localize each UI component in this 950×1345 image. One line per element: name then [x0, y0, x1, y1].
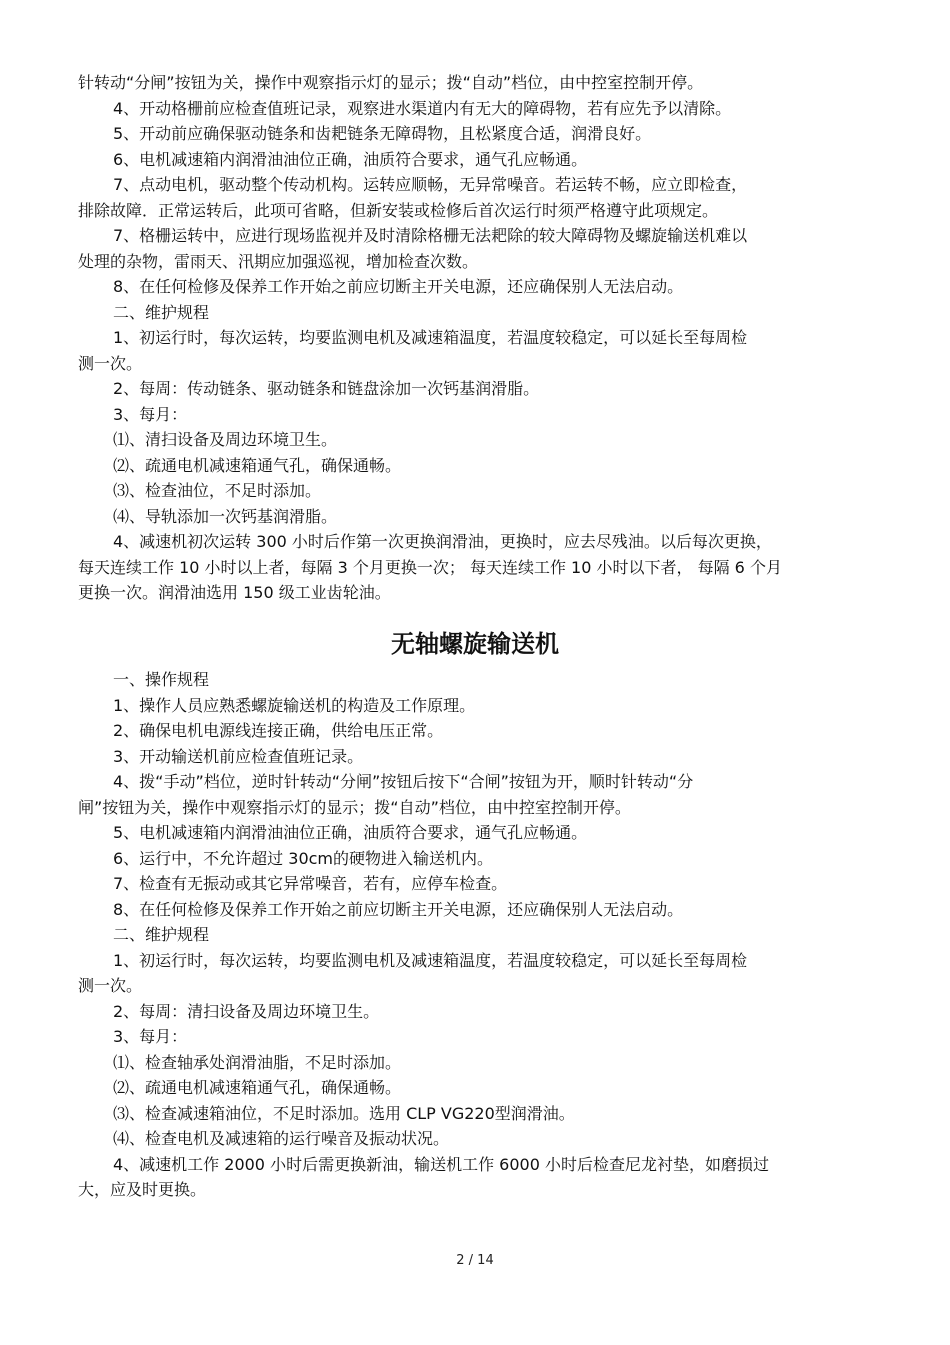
- section-conveyor-text: [78, 667, 878, 1203]
- text-line: 4、减速机初次运转 300 小时后作第一次更换润滑油，更换时，应去尽残油。以后每次更换，: [113, 532, 772, 551]
- page-number: 2 / 14: [456, 1253, 494, 1268]
- text-line: 处理的杂物，雷雨天、汛期应加强巡视，增加检查次数。: [78, 251, 479, 271]
- text-line: 排除故障．正常运转后，此项可省略，但新安装或检修后首次运行时须严格遵守此项规定。: [78, 200, 719, 220]
- text-line: 测一次。: [78, 976, 143, 995]
- text-line: 6、运行中，不允许超过 30cm的硬物进入输送机内。: [113, 848, 494, 868]
- text-line: 8、在任何检修及保养工作开始之前应切断主开关电源，还应确保别人无法启动。: [113, 277, 684, 296]
- text-line: 3、开动输送机前应检查值班记录。: [113, 746, 364, 766]
- text-line: 4、减速机工作 2000 小时后需更换新油，输送机工作 6000 小时后检查尼龙衬垫，如磨损过: [113, 1154, 769, 1174]
- text-line: 5、电机减速箱内润滑油油位正确，油质符合要求，通气孔应畅通。: [113, 823, 588, 842]
- text-line: 7、检查有无振动或其它异常噪音，若有，应停车检查。: [113, 874, 508, 893]
- text-line: 8、在任何检修及保养工作开始之前应切断主开关电源，还应确保别人无法启动。: [113, 899, 684, 919]
- section-title: 无轴螺旋输送机: [391, 630, 559, 658]
- text-line: 测一次。: [78, 353, 143, 373]
- text-line: 6、电机减速箱内润滑油油位正确，油质符合要求，通气孔应畅通。: [113, 149, 588, 169]
- text-line: 2、确保电机电源线连接正确，供给电压正常。: [113, 721, 444, 740]
- text-line: 1、初运行时，每次运转，均要监测电机及减速箱温度，若温度较稳定，可以延长至每周检: [113, 950, 748, 970]
- text-line: ⑶、检查油位，不足时添加。: [113, 481, 322, 500]
- text-line: 1、初运行时，每次运转，均要监测电机及减速箱温度，若温度较稳定，可以延长至每周检: [113, 328, 748, 347]
- text-line: 二、维护规程: [113, 925, 210, 944]
- text-line: 2、每周：清扫设备及周边环境卫生。: [113, 1001, 380, 1021]
- section-grille-text: [78, 70, 878, 606]
- text-line: ⑵、疏通电机减速箱通气孔，确保通畅。: [113, 1078, 402, 1097]
- text-line: 3、每月：: [113, 1027, 188, 1046]
- text-line: 5、开动前应确保驱动链条和齿耙链条无障碍物，且松紧度合适，润滑良好。: [113, 124, 652, 143]
- text-line: ⑶、检查减速箱油位，不足时添加。选用 CLP VG220型润滑油。: [113, 1103, 575, 1123]
- text-line: 针转动“分闸”按钮为关，操作中观察指示灯的显示；拨“自动”档位，由中控室控制开停。: [78, 73, 704, 92]
- text-line: 3、每月：: [113, 404, 188, 424]
- text-line: ⑷、导轨添加一次钙基润滑脂。: [113, 506, 338, 526]
- text-line: ⑴、清扫设备及周边环境卫生。: [113, 430, 338, 449]
- text-line: 二、维护规程: [113, 302, 210, 322]
- text-line: 1、操作人员应熟悉螺旋输送机的构造及工作原理。: [113, 695, 476, 715]
- text-line: 7、点动电机，驱动整个传动机构。运转应顺畅，无异常噪音。若运转不畅，应立即检查，: [113, 175, 748, 194]
- text-line: ⑴、检查轴承处润滑油脂，不足时添加。: [113, 1052, 402, 1072]
- text-line: 4、拨“手动”档位，逆时针转动“分闸”按钮后按下“合闸”按钮为开，顺时针转动“分: [113, 772, 694, 791]
- text-line: 4、开动格栅前应检查值班记录，观察进水渠道内有无大的障碍物，若有应先予以清除。: [113, 98, 732, 118]
- text-line: 每天连续工作 10 小时以上者，每隔 3 个月更换一次； 每天连续工作 10 小时以下者， 每隔 6 个月: [78, 557, 782, 577]
- text-line: 更换一次。润滑油选用 150 级工业齿轮油。: [78, 583, 391, 602]
- text-line: 闸”按钮为关，操作中观察指示灯的显示；拨“自动”档位，由中控室控制开停。: [78, 797, 631, 817]
- text-line: ⑷、检查电机及减速箱的运行噪音及振动状况。: [113, 1129, 450, 1148]
- text-line: 7、格栅运转中，应进行现场监视并及时清除格栅无法耙除的较大障碍物及螺旋输送机难以: [113, 226, 748, 245]
- text-line: 一、操作规程: [113, 670, 210, 689]
- text-line: 大，应及时更换。: [78, 1180, 207, 1199]
- text-line: 2、每周：传动链条、驱动链条和链盘涂加一次钙基润滑脂。: [113, 379, 540, 398]
- text-line: ⑵、疏通电机减速箱通气孔，确保通畅。: [113, 455, 402, 475]
